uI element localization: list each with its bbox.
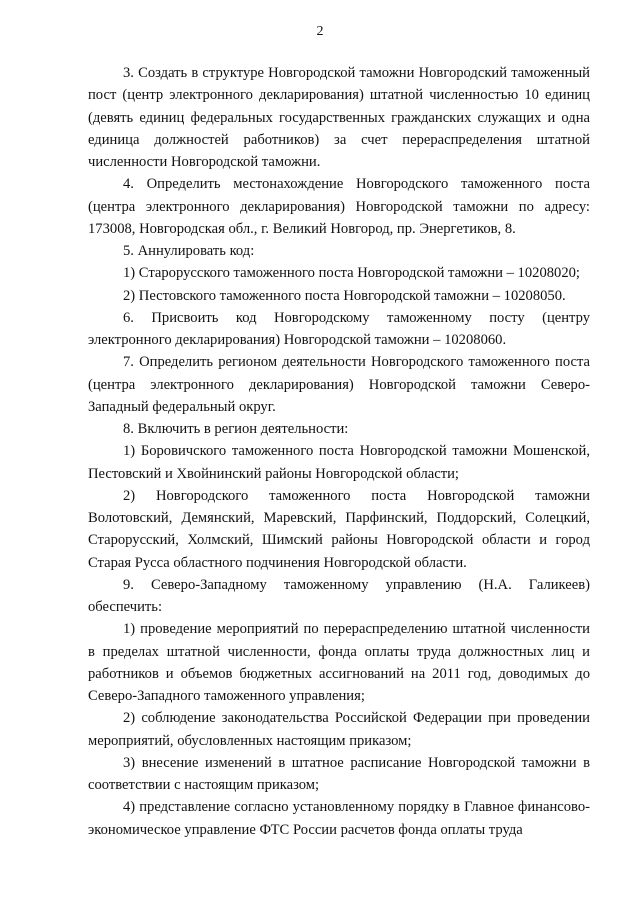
paragraph-9-ensure: 9. Северо-Западному таможенному управлению (Н.А. Галикеев) обеспечить: xyxy=(88,576,590,615)
document-body xyxy=(88,62,590,841)
paragraph-8-item-1: 1) Боровичского таможенного поста Новгородской таможни Мошенской, Пестовский и Хвойнинский районы Новгородской области; xyxy=(88,443,590,482)
paragraph-8-include-region: 8. Включить в регион деятельности: xyxy=(123,421,349,437)
paragraph-7-region: 7. Определить регионом деятельности Новгородского таможенного поста (центра электронного декларирования) Новгородской таможни Северо-Западный федеральный округ. xyxy=(88,354,590,415)
paragraph-9-item-4: 4) представление согласно установленному порядку в Главное финансово-экономическое управление ФТС России расчетов фонда оплаты труда xyxy=(88,799,590,838)
paragraph-8-item-2: 2) Новгородского таможенного поста Новгородской таможни Волотовский, Демянский, Маревский, Парфинский, Поддорский, Солецкий, Старорусский, Холмский, Шимский районы Новгородской области и город Старая Русса областного подчинения Новгородской области. xyxy=(88,487,590,571)
paragraph-6-assign-code: 6. Присвоить код Новгородскому таможенному посту (центру электронного декларирования) Новгородской таможни – 10208060. xyxy=(88,309,590,348)
paragraph-9-item-2: 2) соблюдение законодательства Российской Федерации при проведении мероприятий, обусловленных настоящим приказом; xyxy=(88,710,590,749)
paragraph-3-create-post: 3. Создать в структуре Новгородской таможни Новгородский таможенный пост (центр электронного декларирования) штатной численностью 10 единиц (девять единиц федеральных государственных гражданских служащих и одна единица должностей работников) за счет перераспределения штатной численности Новгородской таможни. xyxy=(88,65,590,170)
paragraph-5-item-1: 1) Старорусского таможенного поста Новгородской таможни – 10208020; xyxy=(123,265,580,282)
paragraph-5-item-2: 2) Пестовского таможенного поста Новгородской таможни – 10208050. xyxy=(123,287,566,304)
page-number: 2 xyxy=(316,24,324,39)
paragraph-9-item-1: 1) проведение мероприятий по перераспределению штатной численности в пределах штатной численности, фонда оплаты труда должностных лиц и работников и объемов бюджетных ассигнований на 2011 год, доводимых до Северо-Западного таможенного управления; xyxy=(88,621,590,704)
paragraph-9-item-3: 3) внесение изменений в штатное расписание Новгородской таможни в соответствии с настоящим приказом; xyxy=(88,754,590,793)
paragraph-4-location: 4. Определить местонахождение Новгородского таможенного поста (центра электронного декларирования) Новгородской таможни по адресу: 173008, Новгородская обл., г. Великий Новгород, пр. Энергетиков, 8. xyxy=(88,176,590,237)
paragraph-5-annul-code: 5. Аннулировать код: xyxy=(123,243,255,259)
